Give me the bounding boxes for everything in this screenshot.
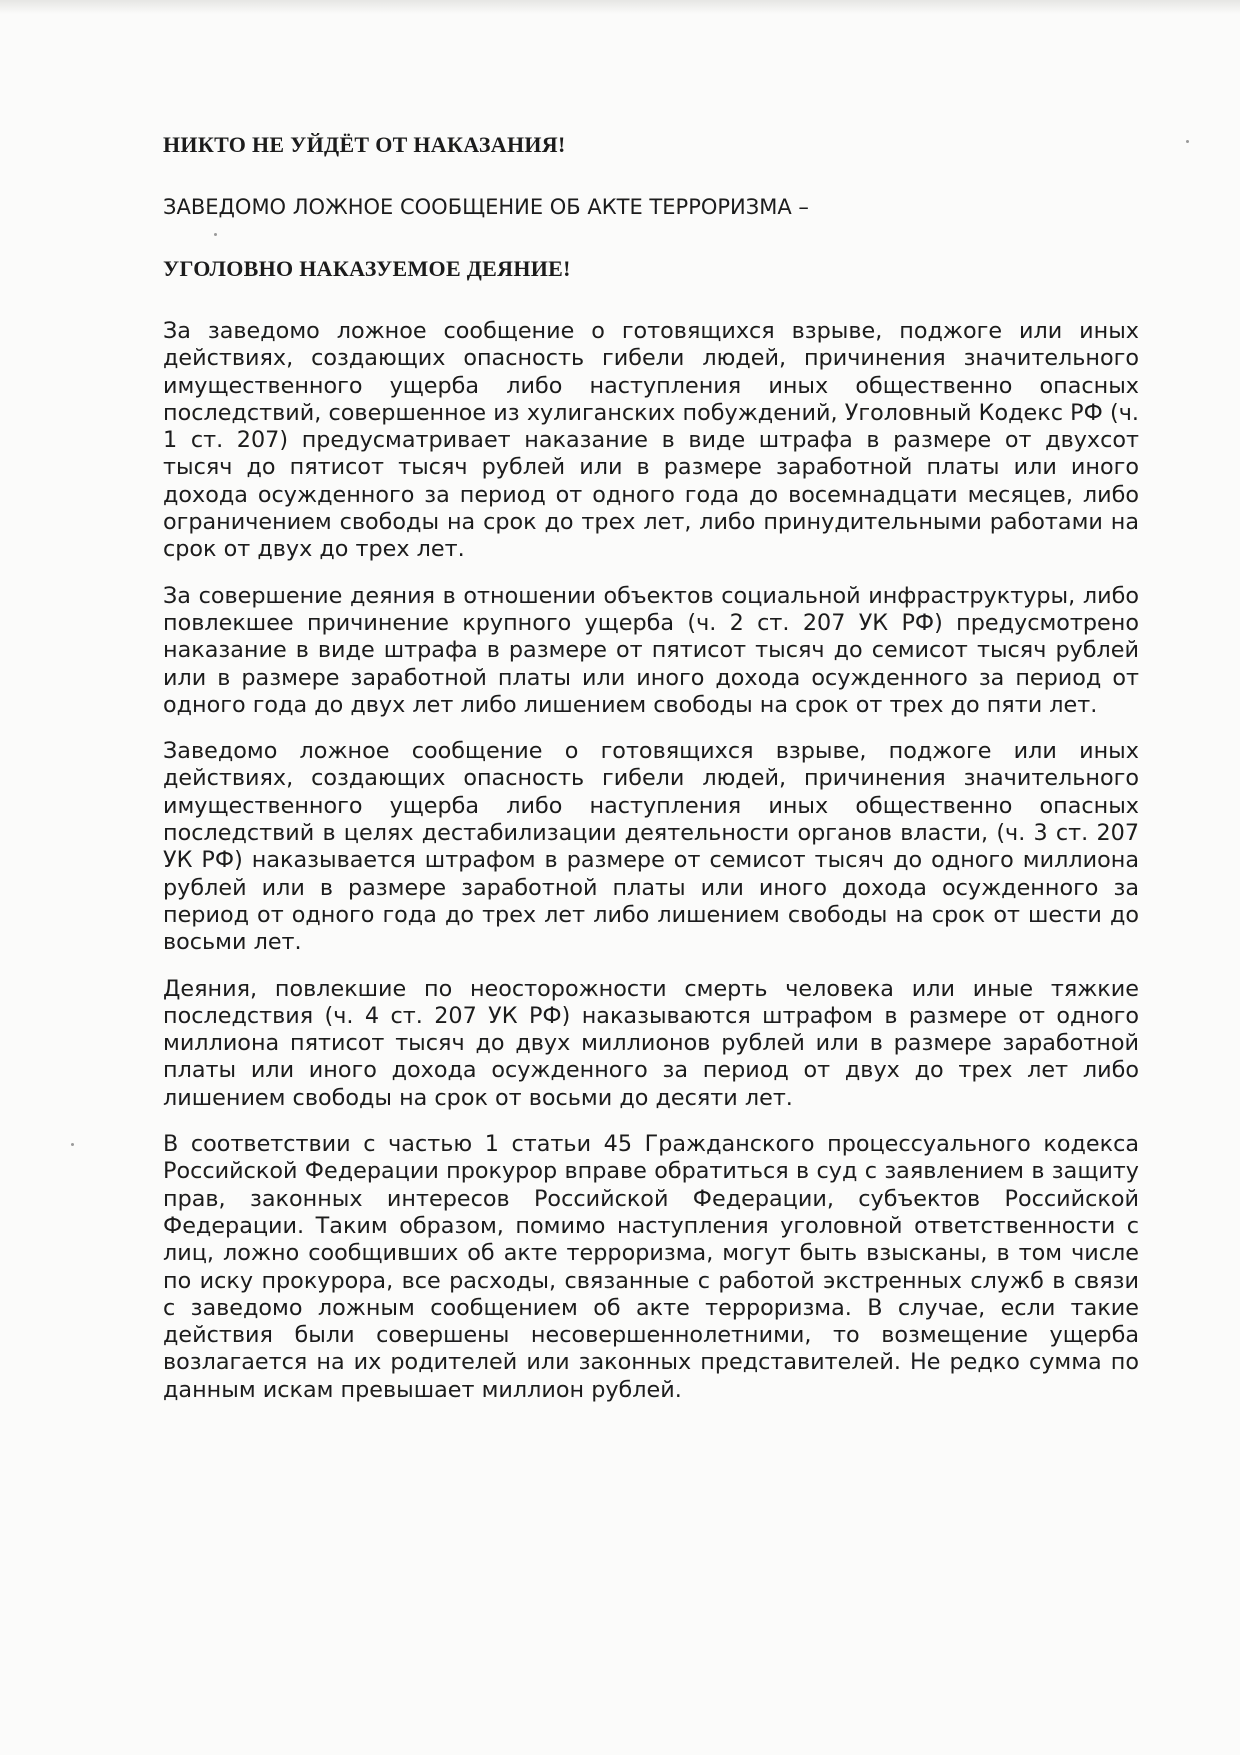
paragraph-part-2: За совершение деяния в отношении объектов социальной инфраструктуры, либо повлекшее причинение крупного ущерба (ч. 2 ст. 207 УК РФ) предусмотрено наказание в виде штрафа в размере от пятисот тысяч до семисот тысяч рублей или в размере заработной платы или иного дохода осужденного за период от одного года до двух лет либо лишением свободы на срок от трех до пяти лет.: [163, 582, 1139, 718]
paragraph-civil-liability: В соответствии с частью 1 статьи 45 Гражданского процессуального кодекса Российской Федерации прокурор вправе обратиться в суд с заявлением в защиту прав, законных интересов Российской Федерации, субъектов Российской Федерации. Таким образом, помимо наступления уголовной ответственности с лиц, ложно сообщивших об акте терроризма, могут быть взысканы, в том числе по иску прокурора, все расходы, связанные с работой экстренных служб в связи с заведомо ложным сообщением об акте терроризма. В случае, если такие действия были совершены несовершеннолетними, то возмещение ущерба возлагается на их родителей или законных представителей. Не редко сумма по данным искам превышает миллион рублей.: [163, 1131, 1139, 1403]
paragraph-part-1: За заведомо ложное сообщение о готовящихся взрыве, поджоге или иных действиях, создающих опасность гибели людей, причинения значительного имущественного ущерба либо наступления иных общественно опасных последствий, совершенное из хулиганских побуждений, Уголовный Кодекс РФ (ч. 1 ст. 207) предусматривает наказание в виде штрафа в размере от двухсот тысяч до пятисот тысяч рублей или в размере заработной платы или иного дохода осужденного за период от одного года до восемнадцати месяцев, либо ограничением свободы на срок до трех лет, либо принудительными работами на срок от двух до трех лет.: [163, 318, 1139, 563]
paragraph-part-3: Заведомо ложное сообщение о готовящихся взрыве, поджоге или иных действиях, создающих опасность гибели людей, причинения значительного имущественного ущерба либо наступления иных общественно опасных последствий в целях дестабилизации деятельности органов власти, (ч. 3 ст. 207 УК РФ) наказывается штрафом в размере от семисот тысяч до одного миллиона рублей или в размере заработной платы или иного дохода осужденного за период от одного года до трех лет либо лишением свободы на срок от шести до восьми лет.: [163, 738, 1139, 956]
scan-speck: [71, 1143, 74, 1146]
document-heading-subject: ЗАВЕДОМО ЛОЖНОЕ СООБЩЕНИЕ ОБ АКТЕ ТЕРРОРИЗМА –: [163, 195, 809, 219]
document-heading-warning: НИКТО НЕ УЙДЁТ ОТ НАКАЗАНИЯ!: [163, 132, 566, 157]
scan-top-edge: [0, 0, 1240, 14]
document-heading-criminal: УГОЛОВНО НАКАЗУЕМОЕ ДЕЯНИЕ!: [163, 256, 571, 281]
paragraph-part-4: Деяния, повлекшие по неосторожности смерть человека или иные тяжкие последствия (ч. 4 ст. 207 УК РФ) наказываются штрафом в размере от одного миллиона пятисот тысяч до двух миллионов рублей или в размере заработной платы или иного дохода осужденного за период от двух до трех лет либо лишением свободы на срок от восьми до десяти лет.: [163, 975, 1139, 1111]
document-body: [163, 132, 1139, 1423]
scan-speck: [1186, 140, 1189, 143]
